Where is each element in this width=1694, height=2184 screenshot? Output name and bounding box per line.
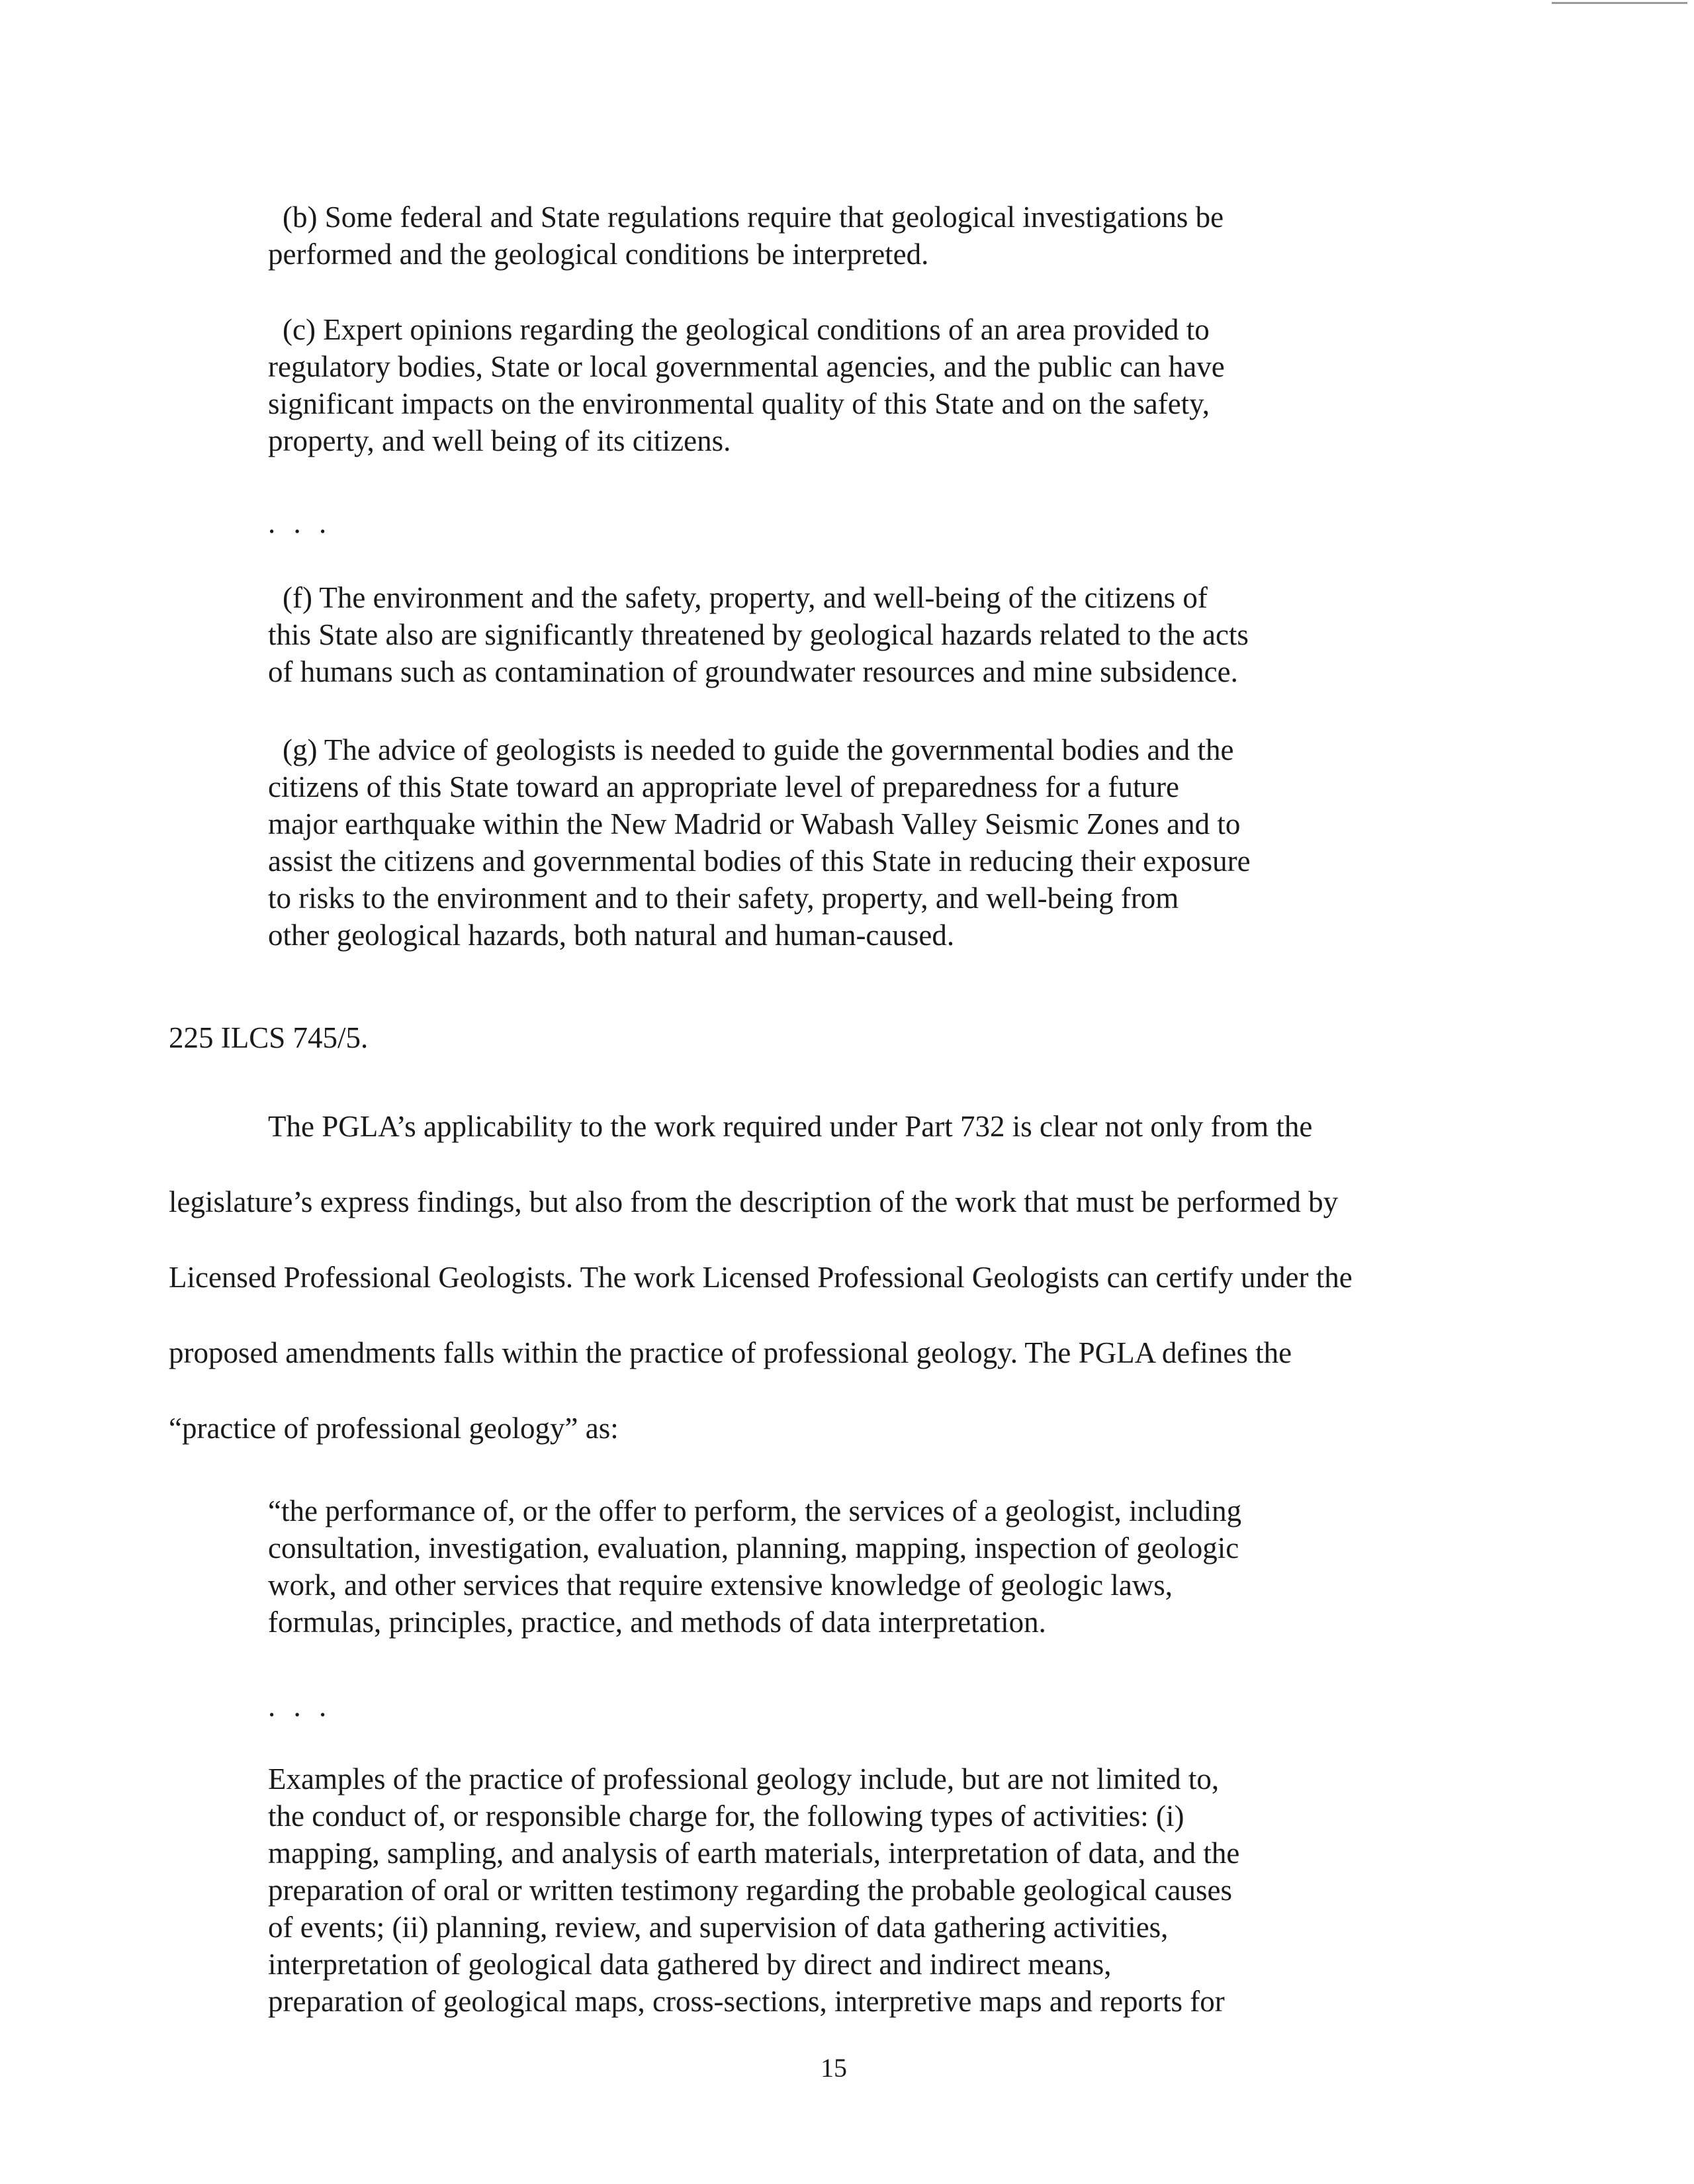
paragraph-g [268, 731, 1386, 954]
page-number: 15 [821, 2053, 847, 2083]
paragraph-b-line: performed and the geological conditions be interpreted. [268, 238, 929, 271]
paragraph-g-line: citizens of this State toward an appropriate level of preparedness for a future [268, 770, 1179, 803]
paragraph-g-line: other geological hazards, both natural and human-caused. [268, 919, 955, 952]
block-quote-line: formulas, principles, practice, and methods of data interpretation. [268, 1606, 1046, 1639]
paragraph-f-line: of humans such as contamination of groundwater resources and mine subsidence. [268, 655, 1238, 688]
block-quote-examples [268, 1760, 1386, 2020]
body-paragraph-line: The PGLA’s applicability to the work required under Part 732 is clear not only from the [268, 1110, 1313, 1143]
body-paragraph-line: proposed amendments falls within the practice of professional geology. The PGLA defines the [169, 1336, 1292, 1369]
paragraph-c-line: property, and well being of its citizens. [268, 424, 731, 457]
block-quote-line: preparation of geological maps, cross-sections, interpretive maps and reports for [268, 1985, 1225, 2018]
paragraph-g-line: major earthquake within the New Madrid or Wabash Valley Seismic Zones and to [268, 807, 1241, 841]
paragraph-c [268, 311, 1386, 459]
block-quote-line: the conduct of, or responsible charge for, the following types of activities: (i) [268, 1799, 1184, 1833]
paragraph-c-line: regulatory bodies, State or local governmental agencies, and the public can have [268, 350, 1225, 383]
body-paragraph-line: “practice of professional geology” as: [169, 1412, 619, 1445]
block-quote-line: preparation of oral or written testimony regarding the probable geological causes [268, 1874, 1232, 1907]
paragraph-g-line: to risks to the environment and to their safety, property, and well-being from [268, 882, 1179, 915]
statute-citation: 225 ILCS 745/5. [169, 1021, 369, 1054]
ellipsis-1: . . . [268, 506, 332, 539]
block-quote-line: mapping, sampling, and analysis of earth materials, interpretation of data, and the [268, 1837, 1240, 1870]
paragraph-c-line: (c) Expert opinions regarding the geological conditions of an area provided to [283, 313, 1210, 346]
paragraph-c-line: significant impacts on the environmental quality of this State and on the safety, [268, 387, 1210, 420]
paragraph-f-line: this State also are significantly threatened by geological hazards related to the acts [268, 618, 1249, 651]
block-quote-line: consultation, investigation, evaluation, planning, mapping, inspection of geologic [268, 1531, 1239, 1565]
body-paragraph [169, 1089, 1525, 1466]
block-quote-definition [268, 1492, 1386, 1641]
block-quote-line: “the performance of, or the offer to perform, the services of a geologist, including [268, 1494, 1242, 1527]
paragraph-f [268, 579, 1386, 690]
paragraph-b-line: (b) Some federal and State regulations require that geological investigations be [283, 201, 1224, 234]
paragraph-g-line: assist the citizens and governmental bodies of this State in reducing their exposure [268, 844, 1251, 878]
paragraph-b [268, 199, 1386, 273]
block-quote-line: work, and other services that require extensive knowledge of geologic laws, [268, 1569, 1173, 1602]
paragraph-f-line: (f) The environment and the safety, property, and well-being of the citizens of [283, 581, 1208, 614]
ellipsis-2: . . . [268, 1690, 332, 1723]
body-paragraph-line: legislature’s express findings, but also from the description of the work that must be performed by [169, 1185, 1339, 1218]
paragraph-g-line: (g) The advice of geologists is needed to guide the governmental bodies and the [283, 733, 1234, 766]
scan-artifact-line [1552, 2, 1687, 4]
block-quote-line: Examples of the practice of professional geology include, but are not limited to, [268, 1762, 1220, 1796]
body-paragraph-line: Licensed Professional Geologists. The work Licensed Professional Geologists can certify under the [169, 1261, 1353, 1294]
block-quote-line: interpretation of geological data gathered by direct and indirect means, [268, 1948, 1112, 1981]
block-quote-line: of events; (ii) planning, review, and supervision of data gathering activities, [268, 1911, 1169, 1944]
